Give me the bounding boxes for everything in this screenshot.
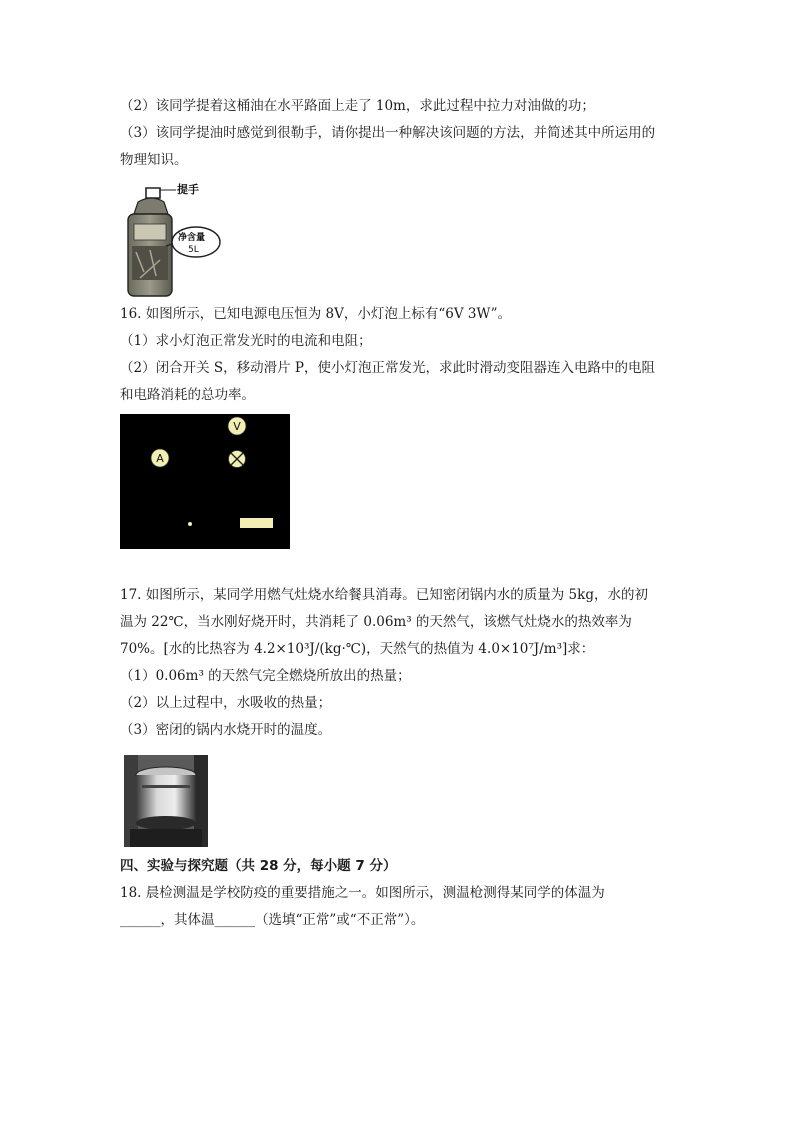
section-heading: 四、实验与探究题（共 28 分，每小题 7 分）	[120, 858, 397, 874]
voltmeter-label: V	[233, 420, 241, 433]
rheostat-icon	[240, 518, 273, 528]
q15-part2: （2）该同学提着这桶油在水平路面上走了 10m，求此过程中拉力对油做的功；	[120, 98, 595, 114]
oil-bottle-figure	[120, 180, 230, 298]
q15-part3-line1: （3）该同学提油时感觉到很勒手，请你提出一种解决该问题的方法，并简述其中所运用的	[120, 125, 656, 141]
q15-part3-line2: 物理知识。	[120, 152, 188, 168]
net-content-label: 净含量	[178, 233, 206, 243]
pot-photo-figure	[124, 755, 208, 847]
q17-stem-line2: 温为 22℃，当水刚好烧开时，共消耗了 0.06m³ 的天然气，该燃气灶烧水的热效率为	[120, 614, 632, 630]
q16-part2-line2: 和电路消耗的总功率。	[120, 387, 255, 403]
q18-stem-line2: ______，其体温______（选填“正常”或“不正常”）。	[120, 912, 425, 928]
q17-part3: （3）密闭的锅内水烧开时的温度。	[120, 722, 332, 738]
handle-label: 提手	[177, 183, 199, 196]
q17-stem-line1: 17. 如图所示，某同学用燃气灶烧水给餐具消毒。已知密闭锅内水的质量为 5kg，水的初	[120, 587, 648, 603]
net-content-value: 5L	[188, 245, 199, 255]
q16-part2-line1: （2）闭合开关 S，移动滑片 P，使小灯泡正常发光，求此时滑动变阻器连入电路中的电阻	[120, 360, 656, 376]
ammeter-label: A	[156, 452, 164, 465]
q17-part1: （1）0.06m³ 的天然气完全燃烧所放出的热量；	[120, 668, 411, 684]
circuit-figure	[120, 414, 290, 549]
q18-stem-line1: 18. 晨检测温是学校防疫的重要措施之一。如图所示，测温枪测得某同学的体温为	[120, 885, 605, 901]
q17-part2: （2）以上过程中，水吸收的热量；	[120, 695, 332, 711]
q16-stem: 16. 如图所示，已知电源电压恒为 8V，小灯泡上标有“6V 3W”。	[120, 306, 512, 322]
q16-part1: （1）求小灯泡正常发光时的电流和电阻；	[120, 333, 372, 349]
q17-stem-line3: 70%。[水的比热容为 4.2×10³J/(kg·℃)，天然气的热值为 4.0×10⁷J/m³]求：	[120, 641, 595, 657]
switch-contact	[188, 522, 192, 526]
